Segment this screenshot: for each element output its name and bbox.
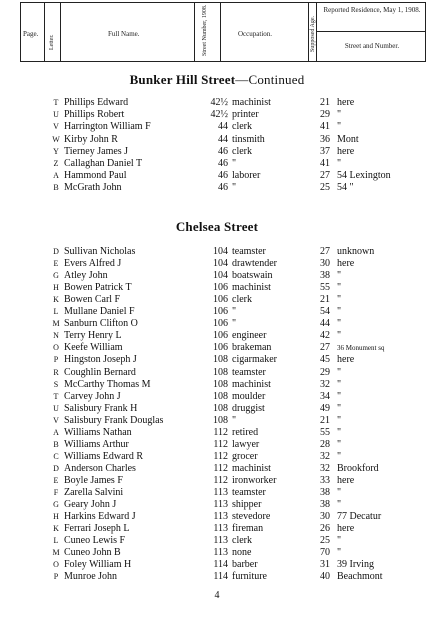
- entry-street-number: 104: [213, 270, 228, 282]
- list-item: [0, 403, 434, 415]
- entry-letter: P: [53, 355, 59, 365]
- entry-age: 41: [320, 121, 330, 133]
- list-item: [0, 559, 434, 571]
- list-item: [0, 282, 434, 294]
- entry-letter: E: [53, 475, 59, 485]
- entry-name: Anderson Charles: [64, 462, 136, 474]
- entry-age: 21: [320, 294, 330, 306]
- entry-age: 44: [320, 318, 330, 330]
- entry-name: Evers Alfred J: [64, 258, 122, 270]
- entry-age: 42: [320, 330, 330, 342]
- page-number: 4: [214, 590, 220, 601]
- entry-residence: ": [337, 438, 342, 450]
- list-item: [0, 415, 434, 427]
- entry-letter: F: [53, 488, 59, 497]
- entry-letter: K: [53, 524, 59, 534]
- entry-name: Phillips Robert: [64, 109, 125, 121]
- entry-letter: H: [53, 512, 59, 522]
- entry-name: McCarthy Thomas M: [64, 378, 151, 390]
- header-page: Page.: [23, 30, 39, 38]
- entry-street-number: 46: [218, 182, 228, 194]
- entry-name: Bowen Patrick T: [64, 282, 132, 294]
- entry-residence: ": [337, 109, 342, 121]
- entry-age: 54: [320, 306, 330, 318]
- entry-name: Sullivan Nicholas: [64, 246, 136, 257]
- list-item: [0, 182, 434, 194]
- entry-street-number: 112: [213, 426, 228, 438]
- list-item: [0, 451, 434, 463]
- entry-letter: O: [53, 343, 59, 353]
- entry-letter: K: [53, 295, 59, 305]
- entry-occupation: machinist: [232, 378, 271, 390]
- entry-residence: ": [337, 402, 342, 414]
- entry-age: 49: [320, 402, 330, 414]
- list-item: [0, 158, 434, 170]
- header-supposed-age: Supposed Age.: [310, 16, 316, 52]
- list-item: [0, 463, 434, 475]
- entry-occupation: engineer: [232, 330, 267, 342]
- entry-name: Kirby John R: [64, 133, 118, 145]
- entry-occupation: furniture: [232, 571, 267, 583]
- entry-street-number: 42½: [210, 97, 228, 108]
- entry-name: Harkins Edward J: [64, 511, 136, 523]
- entry-name: Geary John J: [64, 499, 117, 511]
- list-item: [0, 475, 434, 487]
- entry-residence: ": [337, 499, 342, 511]
- entry-age: 38: [320, 270, 330, 282]
- list-item: [0, 439, 434, 451]
- entry-street-number: 106: [213, 330, 228, 342]
- entry-age: 36: [320, 133, 330, 145]
- entry-letter: U: [53, 403, 59, 413]
- entry-age: 25: [320, 535, 330, 547]
- entry-street-number: 113: [213, 499, 228, 511]
- entry-name: Williams Edward R: [64, 450, 144, 462]
- entry-occupation: clerk: [232, 121, 252, 133]
- entry-street-number: 106: [213, 318, 228, 330]
- entry-letter: L: [53, 307, 59, 317]
- entry-name: Munroe John: [64, 571, 118, 583]
- entry-occupation: brakeman: [232, 342, 272, 354]
- list-item: [0, 246, 434, 258]
- entry-street-number: 46: [218, 158, 228, 169]
- entry-name: Keefe William: [64, 342, 123, 354]
- entry-residence: ": [337, 270, 342, 282]
- list-item: [0, 109, 434, 121]
- entry-age: 30: [320, 511, 330, 523]
- entry-age: 21: [320, 97, 330, 108]
- entry-name: Salisbury Frank H: [64, 402, 138, 414]
- entry-letter: S: [53, 379, 59, 389]
- entry-street-number: 113: [213, 523, 228, 535]
- entry-age: 28: [320, 438, 330, 450]
- column-header: [20, 2, 426, 62]
- entry-letter: U: [53, 110, 59, 120]
- entry-age: 40: [320, 571, 330, 583]
- header-reported-residence: Reported Residence, May 1, 1908.: [323, 6, 421, 14]
- entry-occupation: ironworker: [232, 474, 277, 486]
- entry-occupation: drawtender: [232, 258, 277, 270]
- entry-occupation: ": [232, 158, 237, 169]
- entry-occupation: clerk: [232, 145, 252, 157]
- list-item: [0, 170, 434, 182]
- entry-residence: Brookford: [337, 462, 379, 474]
- header-full-name: Full Name.: [108, 30, 140, 38]
- entry-age: 31: [320, 559, 330, 571]
- entry-letter: O: [53, 560, 59, 570]
- list-item: [0, 134, 434, 146]
- entry-residence: here: [337, 474, 355, 486]
- entry-name: Foley William H: [64, 559, 132, 571]
- entry-occupation: ": [232, 182, 237, 194]
- entry-age: 55: [320, 426, 330, 438]
- entry-residence: ": [337, 282, 342, 294]
- entry-age: 21: [320, 414, 330, 426]
- entry-residence: Beachmont: [337, 571, 383, 583]
- entry-age: 45: [320, 354, 330, 366]
- entry-letter: G: [53, 271, 59, 281]
- entry-letter: D: [53, 463, 59, 473]
- list-item: [0, 294, 434, 306]
- entry-residence: ": [337, 294, 342, 306]
- entry-occupation: barber: [232, 559, 258, 571]
- entry-occupation: stevedore: [232, 511, 271, 523]
- entry-occupation: clerk: [232, 294, 252, 306]
- entry-letter: G: [53, 500, 59, 510]
- entry-occupation: ": [232, 306, 237, 318]
- list-item: [0, 379, 434, 391]
- entry-residence: ": [337, 318, 342, 330]
- entry-residence: 77 Decatur: [337, 511, 382, 523]
- entry-occupation: retired: [232, 426, 259, 438]
- entry-residence: ": [337, 306, 342, 318]
- entry-letter: N: [53, 331, 59, 341]
- section-title: Bunker Hill Street—Continued: [129, 72, 305, 87]
- entry-occupation: teamster: [232, 246, 266, 257]
- entry-age: 37: [320, 145, 330, 157]
- entry-name: Carvey John J: [64, 390, 121, 402]
- list-item: [0, 427, 434, 439]
- list-item: [0, 330, 434, 342]
- entry-name: Hingston Joseph J: [64, 354, 137, 366]
- entry-residence: unknown: [337, 246, 375, 257]
- entry-occupation: fireman: [232, 523, 264, 535]
- entry-street-number: 108: [213, 354, 228, 366]
- header-letter: Letter.: [49, 34, 55, 50]
- entry-occupation: machinist: [232, 462, 271, 474]
- entry-name: Cuneo Lewis F: [64, 535, 126, 547]
- entry-name: Bowen Carl F: [64, 294, 121, 306]
- list-item: [0, 523, 434, 535]
- list-item: [0, 367, 434, 379]
- entry-letter: A: [53, 171, 59, 181]
- entry-name: Mullane Daniel F: [64, 306, 135, 318]
- list-item: [0, 511, 434, 523]
- entry-letter: Y: [53, 146, 59, 156]
- entry-residence: here: [337, 523, 355, 535]
- entry-letter: W: [52, 134, 60, 144]
- entry-letter: M: [52, 548, 60, 558]
- entry-residence: ": [337, 414, 342, 426]
- entry-name: Hammond Paul: [64, 170, 127, 182]
- entry-residence: ": [337, 535, 342, 547]
- entry-letter: T: [53, 391, 59, 401]
- entry-street-number: 108: [213, 402, 228, 414]
- entry-age: 55: [320, 282, 330, 294]
- entry-street-number: 108: [213, 366, 228, 378]
- entry-street-number: 114: [213, 571, 228, 583]
- entry-residence: 54 ": [337, 182, 354, 194]
- header-street-and-number: Street and Number.: [344, 42, 400, 50]
- header-street-number: Street Number, 1908.: [202, 4, 208, 56]
- entry-street-number: 108: [213, 378, 228, 390]
- entry-street-number: 46: [218, 145, 228, 157]
- entry-street-number: 104: [213, 246, 228, 257]
- entry-residence: 36 Monument sq: [337, 344, 385, 353]
- entry-name: Atley John: [64, 270, 108, 282]
- entry-residence: ": [337, 426, 342, 438]
- entry-street-number: 106: [213, 282, 228, 294]
- entry-residence: ": [337, 390, 342, 402]
- list-item: [0, 342, 434, 354]
- entry-age: 32: [320, 450, 330, 462]
- entry-letter: B: [53, 183, 59, 193]
- entry-occupation: ": [232, 318, 237, 330]
- entry-name: Callaghan Daniel T: [64, 158, 143, 169]
- entry-age: 27: [320, 170, 330, 182]
- list-item: [0, 121, 434, 133]
- entry-occupation: lawyer: [232, 438, 260, 450]
- entry-street-number: 113: [213, 511, 228, 523]
- entry-street-number: 113: [213, 547, 228, 559]
- entry-name: Williams Nathan: [64, 426, 132, 438]
- entry-name: Zarella Salvini: [64, 487, 124, 498]
- entry-street-number: 114: [213, 559, 228, 571]
- entry-name: Coughlin Bernard: [64, 366, 136, 378]
- entry-occupation: tinsmith: [232, 133, 265, 145]
- entry-residence: Mont: [337, 133, 359, 145]
- entry-occupation: shipper: [232, 499, 262, 511]
- list-item: [0, 535, 434, 547]
- entry-street-number: 46: [218, 170, 228, 182]
- entry-age: 27: [320, 246, 330, 257]
- entry-residence: 39 Irving: [337, 559, 374, 571]
- entry-occupation: moulder: [232, 390, 266, 402]
- entry-street-number: 44: [218, 121, 228, 133]
- entry-name: Ferrari Joseph L: [64, 523, 130, 535]
- entry-age: 27: [320, 342, 330, 354]
- entry-street-number: 113: [213, 535, 228, 547]
- entry-street-number: 112: [213, 462, 228, 474]
- entry-residence: ": [337, 121, 342, 133]
- entry-age: 41: [320, 158, 330, 169]
- entry-occupation: druggist: [232, 402, 265, 414]
- entry-street-number: 108: [213, 390, 228, 402]
- entry-street-number: 112: [213, 438, 228, 450]
- entry-letter: T: [53, 98, 59, 107]
- entry-age: 34: [320, 390, 330, 402]
- entry-occupation: clerk: [232, 535, 252, 547]
- entry-name: Salisbury Frank Douglas: [64, 414, 164, 426]
- entry-age: 30: [320, 258, 330, 270]
- entry-residence: ": [337, 366, 342, 378]
- list-item: [0, 258, 434, 270]
- entry-age: 25: [320, 182, 330, 194]
- entry-street-number: 106: [213, 294, 228, 306]
- entry-name: Williams Arthur: [64, 438, 129, 450]
- entry-occupation: none: [232, 547, 252, 559]
- entry-name: Cuneo John B: [64, 547, 121, 559]
- entry-occupation: machinist: [232, 282, 271, 294]
- list-item: [0, 306, 434, 318]
- entry-name: McGrath John: [64, 182, 122, 194]
- entry-name: Phillips Edward: [64, 97, 129, 108]
- entry-residence: here: [337, 354, 355, 366]
- entry-letter: R: [53, 367, 59, 377]
- entry-residence: ": [337, 487, 342, 498]
- entry-age: 26: [320, 523, 330, 535]
- entry-occupation: machinist: [232, 97, 271, 108]
- entry-age: 38: [320, 499, 330, 511]
- entry-residence: here: [337, 258, 355, 270]
- list-item: [0, 487, 434, 499]
- entry-name: Terry Henry L: [64, 330, 122, 342]
- entry-name: Sanburn Clifton O: [64, 318, 138, 330]
- entry-occupation: boatswain: [232, 270, 273, 282]
- list-item: [0, 318, 434, 330]
- entry-age: 70: [320, 547, 330, 559]
- entry-letter: V: [53, 122, 59, 132]
- entry-age: 33: [320, 474, 330, 486]
- entry-occupation: teamster: [232, 487, 266, 498]
- entry-age: 38: [320, 487, 330, 498]
- entry-residence: here: [337, 97, 355, 108]
- entry-street-number: 104: [213, 258, 228, 270]
- entry-letter: M: [52, 319, 60, 329]
- entry-street-number: 42½: [210, 109, 228, 121]
- entry-occupation: laborer: [232, 170, 261, 182]
- entry-residence: 54 Lexington: [337, 170, 391, 182]
- entry-street-number: 44: [218, 133, 228, 145]
- entry-letter: H: [53, 283, 59, 293]
- entry-street-number: 106: [213, 306, 228, 318]
- entry-residence: ": [337, 450, 342, 462]
- entry-letter: P: [53, 572, 59, 582]
- entry-street-number: 112: [213, 474, 228, 486]
- list-item: [0, 97, 434, 109]
- entry-street-number: 112: [213, 450, 228, 462]
- entry-letter: C: [53, 451, 59, 461]
- entry-name: Boyle James F: [64, 474, 123, 486]
- entry-age: 29: [320, 109, 330, 121]
- entry-occupation: ": [232, 414, 237, 426]
- list-item: [0, 571, 434, 583]
- entry-residence: ": [337, 378, 342, 390]
- section-title: Chelsea Street: [175, 219, 259, 234]
- entry-letter: E: [53, 259, 59, 269]
- entry-residence: ": [337, 158, 342, 169]
- entry-occupation: teamster: [232, 366, 266, 378]
- entry-letter: V: [53, 415, 59, 425]
- entry-letter: Z: [53, 159, 59, 168]
- entry-age: 32: [320, 378, 330, 390]
- list-item: [0, 146, 434, 158]
- entry-street-number: 106: [213, 342, 228, 354]
- entry-age: 29: [320, 366, 330, 378]
- list-item: [0, 391, 434, 403]
- entry-occupation: cigarmaker: [232, 354, 277, 366]
- entry-occupation: grocer: [232, 450, 258, 462]
- entry-name: Harrington William F: [64, 121, 151, 133]
- list-item: [0, 547, 434, 559]
- entry-age: 32: [320, 462, 330, 474]
- entry-letter: A: [53, 427, 59, 437]
- entry-occupation: printer: [232, 109, 259, 121]
- list-item: [0, 270, 434, 282]
- entry-letter: B: [53, 439, 59, 449]
- entry-street-number: 108: [213, 414, 228, 426]
- list-item: [0, 499, 434, 511]
- entry-street-number: 113: [213, 487, 228, 498]
- entry-residence: ": [337, 547, 342, 559]
- entry-name: Tierney James J: [64, 145, 129, 157]
- entry-letter: D: [53, 247, 59, 256]
- list-item: [0, 354, 434, 366]
- entry-letter: L: [53, 536, 59, 546]
- entry-residence: here: [337, 145, 355, 157]
- entry-residence: ": [337, 330, 342, 342]
- header-occupation: Occupation.: [238, 30, 273, 38]
